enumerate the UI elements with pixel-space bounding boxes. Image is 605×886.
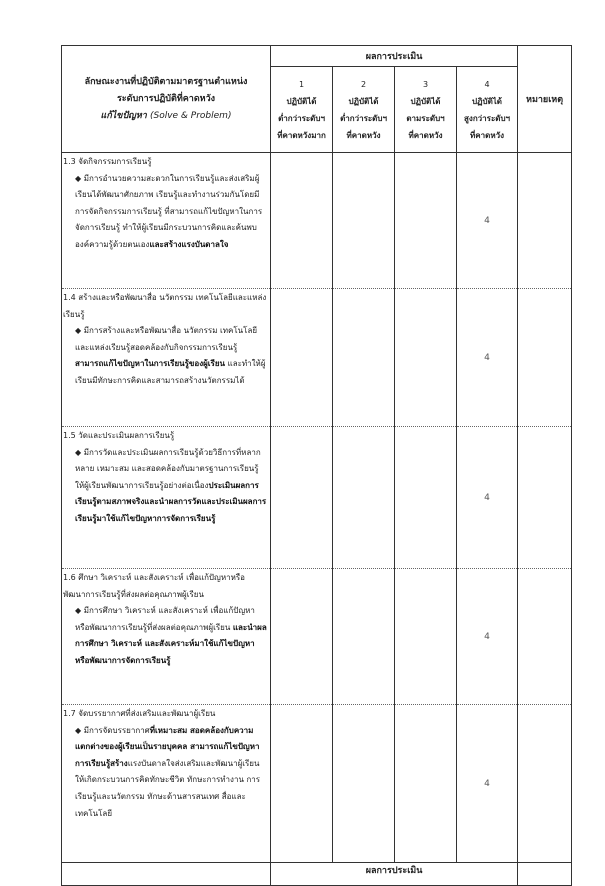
repeated-evaluation-result-header: ผลการประเมิน [271,863,518,886]
diamond-bullet-icon: ◆ [75,173,82,183]
diamond-bullet-icon: ◆ [75,606,82,616]
note-cell [518,427,572,569]
score-value: 4 [457,705,518,863]
criteria-text-bold: และนำผลการศึกษา วิเคราะห์ และสังเคราะห์มาใช้แก้ไขปัญหาหรือพัฒนาการจัดการเรียนรู้ [75,622,267,665]
level-line2: ตามระดับฯ [406,113,445,123]
score-value: 4 [457,289,518,427]
criteria-title: 1.7 จัดบรรยากาศที่ส่งเสริมและพัฒนาผู้เรียน [63,709,216,718]
level-1-cell [271,289,333,427]
note-header: หมายเหตุ [518,46,572,153]
criteria-text: แรงบันดาลใจส่งเสริมและพัฒนาผู้เรียน ให้เกิดกระบวนการคิดทักษะชีวิต ทักษะการทำงาน การเรียนรู้และนวัตกรรม ทักษะด้านสารสนเทศ สื่อและเทคโนโลยี [75,758,261,818]
criteria-header-thai: แก้ไขปัญหา [100,110,147,121]
level-number: 1 [298,79,305,89]
level-3-cell [395,289,457,427]
criteria-description [63,445,268,528]
header-row-group [62,46,572,67]
score-value: 4 [457,153,518,289]
level-line2: ต่ำกว่าระดับฯ [340,113,387,123]
level-2-cell [333,289,395,427]
level-header [395,67,457,153]
level-line3: ที่คาดหวังมาก [277,130,326,140]
level-2-cell [333,705,395,863]
level-line1: ปฏิบัติได้ [472,96,502,106]
level-header [271,67,333,153]
criteria-header-en: (Solve & Problem) [149,110,232,121]
evaluation-result-header: ผลการประเมิน [271,46,518,67]
level-number: 2 [360,79,367,89]
level-line3: ที่คาดหวัง [470,130,505,140]
criteria-text: และทำให้ผู้เรียนมีทักษะการคิดและสามารถสร้างนวัตกรรมได้ [75,359,266,385]
level-header [457,67,518,153]
level-number: 3 [422,79,429,89]
level-header [333,67,395,153]
level-line1: ปฏิบัติได้ [286,96,317,106]
criteria-header-line1: ลักษณะงานที่ปฏิบัติตามมาตรฐานตำแหน่ง [84,76,248,87]
criteria-text: มีการวัดและประเมินผลการเรียนรู้ด้วยวิธีการที่หลากหลาย เหมาะสม และสอดคล้องกับมาตรฐานการเรียนรู้ ให้ผู้เรียนพัฒนาการเรียนรู้อย่างต่อเนื่อง [75,447,261,490]
level-3-cell [395,705,457,863]
criteria-row [62,153,572,289]
criteria-text: มีการจัดบรรยากาศ [83,725,150,735]
criteria-row [62,427,572,569]
level-3-cell [395,427,457,569]
criteria-header [62,46,271,153]
level-2-cell [333,569,395,705]
note-cell [518,569,572,705]
criteria-cell [62,427,271,569]
criteria-row [62,289,572,427]
criteria-text: มีการศึกษา วิเคราะห์ และสังเคราะห์ เพื่อแก้ปัญหาหรือพัฒนาการเรียนรู้ที่ส่งผลต่อคุณภาพผู้เรียน [75,606,255,632]
level-line3: ที่คาดหวัง [346,130,381,140]
level-1-cell [271,427,333,569]
note-cell [518,289,572,427]
level-1-cell [271,569,333,705]
criteria-text-bold: ประเมินผลการเรียนรู้ตามสภาพจริงและนำผลการวัดและประเมินผลการเรียนรู้มาใช้แก้ไขปัญหาการจัดการเรียนรู้ [75,480,267,523]
criteria-row [62,705,572,863]
repeated-criteria-header [62,863,271,886]
criteria-title: 1.6 ศึกษา วิเคราะห์ และสังเคราะห์ เพื่อแก้ปัญหาหรือพัฒนาการเรียนรู้ที่ส่งผลต่อคุณภาพผู้เรียน [63,573,245,599]
level-line1: ปฏิบัติได้ [410,96,441,106]
level-line3: ที่คาดหวัง [408,130,443,140]
criteria-description [63,603,268,669]
diamond-bullet-icon: ◆ [75,725,82,735]
score-value: 4 [457,427,518,569]
criteria-row [62,569,572,705]
criteria-header-line3 [62,108,270,125]
criteria-title: 1.3 จัดกิจกรรมการเรียนรู้ [63,157,152,166]
criteria-cell [62,153,271,289]
criteria-text: มีการสร้างและหรือพัฒนาสื่อ นวัตกรรม เทคโนโลยี และแหล่งเรียนรู้สอดคล้องกับกิจกรรมการเรียนรู้ [75,326,258,352]
repeated-note-header [518,863,572,886]
criteria-cell [62,705,271,863]
criteria-text-bold: สามารถแก้ไขปัญหาในการเรียนรู้ของผู้เรียน [75,359,225,369]
level-3-cell [395,153,457,289]
level-2-cell [333,153,395,289]
criteria-text: มีการอำนวยความสะดวกในการเรียนรู้และส่งเสริมผู้เรียนได้พัฒนาศักยภาพ เรียนรู้และทำงานร่วมกันโดยมีการจัดกิจกรรมการเรียนรู้ ที่สามารถแก้ไขปัญหาในการจัดการเรียนรู้ ทำให้ผู้เรียนมีกระบวนการคิดและค้นพบองค์ความรู้ด้วยตนเอง [75,173,263,249]
note-cell [518,153,572,289]
note-cell [518,705,572,863]
level-1-cell [271,705,333,863]
level-line2: สูงกว่าระดับฯ [464,113,511,123]
diamond-bullet-icon: ◆ [75,326,82,336]
level-line2: ต่ำกว่าระดับฯ [278,113,325,123]
repeated-header-row [62,863,572,886]
evaluation-table [61,45,572,886]
level-number: 4 [484,79,490,89]
criteria-description [63,171,268,254]
level-3-cell [395,569,457,705]
level-1-cell [271,153,333,289]
criteria-cell [62,289,271,427]
diamond-bullet-icon: ◆ [75,447,82,457]
criteria-text-bold: และสร้างแรงบันดาลใจ [149,239,229,249]
criteria-title: 1.4 สร้างและหรือพัฒนาสื่อ นวัตกรรม เทคโนโลยีและแหล่งเรียนรู้ [63,293,267,319]
criteria-text-bold: ที่เหมาะสม สอดคล้องกับความแตกต่างของผู้เรียนเป็นรายบุคคล สามารถแก้ไขปัญหาการเรียนรู้สร้าง [75,725,260,768]
criteria-header-line2: ระดับการปฏิบัติที่คาดหวัง [116,93,216,104]
level-2-cell [333,427,395,569]
criteria-title: 1.5 วัดและประเมินผลการเรียนรู้ [63,431,175,440]
criteria-description [63,723,268,823]
score-value: 4 [457,569,518,705]
criteria-description [63,323,268,389]
criteria-cell [62,569,271,705]
level-line1: ปฏิบัติได้ [348,96,379,106]
